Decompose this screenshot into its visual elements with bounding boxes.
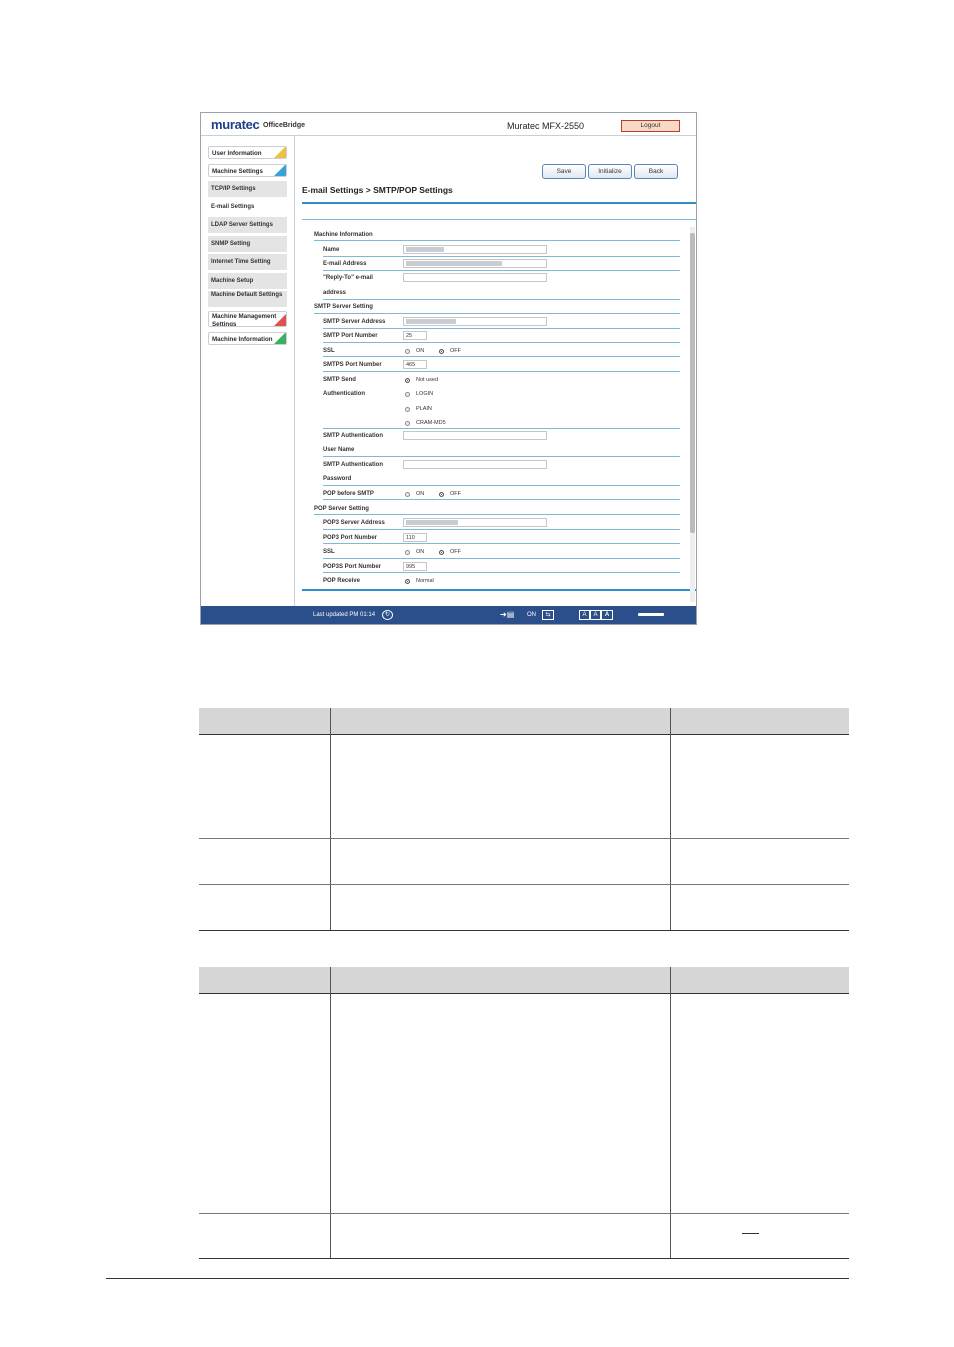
sidebar-tab-label: Machine Information <box>212 336 273 343</box>
row-divider <box>323 299 680 300</box>
smtp-user-label-2: User Name <box>323 447 355 453</box>
table-1-row-rule <box>199 838 849 839</box>
pop-ssl-off-radio[interactable] <box>439 550 444 555</box>
row-divider <box>323 256 680 257</box>
ssl-on-label: ON <box>416 348 425 354</box>
switch-icon[interactable]: ⇆ <box>542 610 554 620</box>
auth-cram-md5-radio[interactable] <box>405 421 410 426</box>
auth-login-radio[interactable] <box>405 392 410 397</box>
pop-ssl-off-label: OFF <box>450 549 461 555</box>
redacted-value <box>406 261 502 266</box>
smtp-port-label: SMTP Port Number <box>323 333 378 339</box>
smtp-port-input[interactable]: 25 <box>403 331 427 340</box>
ssl-label: SSL <box>323 348 335 354</box>
reply-to-label-2: address <box>323 290 347 296</box>
yellow-corner-icon <box>274 146 286 158</box>
sidebar-item-tcpip[interactable]: TCP/IP Settings <box>208 181 287 198</box>
redacted-value <box>406 247 444 252</box>
sidebar-item-ldap[interactable]: LDAP Server Settings <box>208 217 287 234</box>
back-button[interactable]: Back <box>634 164 678 179</box>
section-pop-server: POP Server Setting <box>314 506 369 512</box>
sidebar-tab-user-information[interactable] <box>208 146 287 159</box>
pop3s-port-label: POP3S Port Number <box>323 564 382 570</box>
table-2-column-divider <box>670 967 671 1259</box>
sidebar-item-email[interactable]: E-mail Settings <box>208 199 287 216</box>
email-label: E-mail Address <box>323 261 367 267</box>
table-1-bottom-rule <box>199 930 849 931</box>
sidebar-tab-label: Machine Settings <box>212 168 263 175</box>
pop3-server-input[interactable] <box>403 518 547 527</box>
sidebar-tab-machine-settings[interactable] <box>208 164 287 177</box>
sidebar-tab-machine-management[interactable] <box>208 311 287 327</box>
row-divider <box>323 428 680 429</box>
pop3-port-input[interactable]: 110 <box>403 533 427 542</box>
sidebar <box>201 136 295 606</box>
save-button[interactable]: Save <box>542 164 586 179</box>
auth-plain-radio[interactable] <box>405 407 410 412</box>
form-bottom-divider <box>302 589 696 591</box>
sidebar-item-snmp[interactable]: SNMP Setting <box>208 236 287 253</box>
smtp-user-label: SMTP Authentication <box>323 433 383 439</box>
page-title: E-mail Settings > SMTP/POP Settings <box>302 185 453 195</box>
pop-receive-label: POP Receive <box>323 578 360 584</box>
pop3-server-label: POP3 Server Address <box>323 520 385 526</box>
row-divider <box>323 499 680 500</box>
scrollbar-thumb[interactable] <box>690 233 695 533</box>
sidebar-item-internet-time[interactable]: Internet Time Setting <box>208 254 287 271</box>
row-divider <box>323 558 680 559</box>
smtps-port-input[interactable]: 465 <box>403 360 427 369</box>
pop-before-off-radio[interactable] <box>439 492 444 497</box>
table-1-header-rule <box>199 734 849 735</box>
table-1-column-divider <box>670 708 671 930</box>
auth-option-label: Not used <box>416 377 439 383</box>
row-divider <box>323 485 680 486</box>
model-name: Muratec MFX-2550 <box>507 121 585 131</box>
row-divider <box>323 456 680 457</box>
status-bar <box>201 606 696 624</box>
row-divider <box>323 529 680 530</box>
pop-receive-normal-radio[interactable] <box>405 579 410 584</box>
officebridge-logo: OfficeBridge <box>263 122 306 129</box>
auth-not-used-radio[interactable] <box>405 378 410 383</box>
red-corner-icon <box>274 314 286 326</box>
reply-to-input[interactable] <box>403 273 547 282</box>
pop3s-port-input[interactable]: 995 <box>403 562 427 571</box>
pop-before-off-label: OFF <box>450 491 461 497</box>
main-content <box>295 136 696 606</box>
sidebar-tab-label: Machine Management Settings <box>212 313 277 327</box>
smtp-user-input[interactable] <box>403 431 547 440</box>
smtp-pass-input[interactable] <box>403 460 547 469</box>
table-1-header <box>199 708 849 734</box>
job-status-icon[interactable]: ➜▤ <box>500 610 515 619</box>
table-1-column-divider <box>330 708 331 930</box>
pop-ssl-on-radio[interactable] <box>405 550 410 555</box>
status-on-label: ON <box>527 612 536 618</box>
auth-option-label: CRAM-MD5 <box>416 420 446 426</box>
ssl-off-radio[interactable] <box>439 349 444 354</box>
blue-corner-icon <box>274 164 286 176</box>
smtp-send-auth-label-2: Authentication <box>323 391 365 397</box>
logout-button[interactable]: Logout <box>621 120 680 132</box>
pop-receive-normal-label: Normal <box>416 578 434 584</box>
smtp-pass-label: SMTP Authentication <box>323 462 383 468</box>
section-divider <box>314 514 680 515</box>
pop-before-on-radio[interactable] <box>405 492 410 497</box>
reply-to-label: "Reply-To" e-mail <box>323 275 373 281</box>
auth-option-label: PLAIN <box>416 406 432 412</box>
smtp-server-label: SMTP Server Address <box>323 319 386 325</box>
table-2-header-rule <box>199 993 849 994</box>
dash-mark <box>742 1233 759 1234</box>
screenshot-window <box>200 112 697 625</box>
ssl-on-radio[interactable] <box>405 349 410 354</box>
table-2-bottom-rule <box>199 1258 849 1259</box>
font-size-medium-button[interactable]: A <box>590 610 601 620</box>
pop-ssl-label: SSL <box>323 549 335 555</box>
section-machine-information: Machine Information <box>314 232 373 238</box>
page-footer-rule <box>106 1278 849 1279</box>
section-smtp-server: SMTP Server Setting <box>314 304 373 310</box>
name-label: Name <box>323 247 340 253</box>
redacted-value <box>406 520 458 525</box>
pop-before-smtp-label: POP before SMTP <box>323 491 374 497</box>
row-divider <box>323 342 680 343</box>
row-divider <box>323 356 680 357</box>
table-1-row-rule <box>199 884 849 885</box>
smtp-send-auth-label: SMTP Send <box>323 377 356 383</box>
title-divider <box>302 202 696 204</box>
font-size-small-button[interactable]: A <box>579 610 590 620</box>
section-divider <box>314 313 680 314</box>
muratec-logo: muratec <box>211 117 260 132</box>
table-2-header <box>199 967 849 993</box>
last-updated-text: Last updated PM 01:14 <box>313 612 376 618</box>
smtps-port-label: SMTPS Port Number <box>323 362 382 368</box>
progress-bar <box>638 613 664 616</box>
row-divider <box>323 572 680 573</box>
name-input[interactable] <box>403 245 547 254</box>
redacted-value <box>406 319 456 324</box>
pop3-port-label: POP3 Port Number <box>323 535 378 541</box>
initialize-button[interactable]: Initialize <box>588 164 632 179</box>
smtp-server-input[interactable] <box>403 317 547 326</box>
table-2-column-divider <box>330 967 331 1259</box>
sidebar-item-machine-default[interactable]: Machine Default Settings <box>208 291 287 308</box>
header-bar <box>201 113 696 136</box>
sidebar-tab-label: User Information <box>212 150 262 157</box>
ssl-off-label: OFF <box>450 348 461 354</box>
refresh-icon[interactable]: ↻ <box>382 610 393 620</box>
form-top-divider <box>302 219 696 220</box>
font-size-large-button[interactable]: A <box>601 610 613 620</box>
table-2-row-rule <box>199 1213 849 1214</box>
row-divider <box>323 328 680 329</box>
row-divider <box>323 371 680 372</box>
pop-before-on-label: ON <box>416 491 425 497</box>
row-divider <box>323 543 680 544</box>
email-input[interactable] <box>403 259 547 268</box>
row-divider <box>323 270 680 271</box>
green-corner-icon <box>274 332 286 344</box>
sidebar-tab-machine-information[interactable] <box>208 332 287 345</box>
section-divider <box>314 240 680 241</box>
pop-ssl-on-label: ON <box>416 549 425 555</box>
auth-option-label: LOGIN <box>416 391 434 397</box>
sidebar-item-machine-setup[interactable]: Machine Setup <box>208 273 287 290</box>
smtp-pass-label-2: Password <box>323 476 352 482</box>
